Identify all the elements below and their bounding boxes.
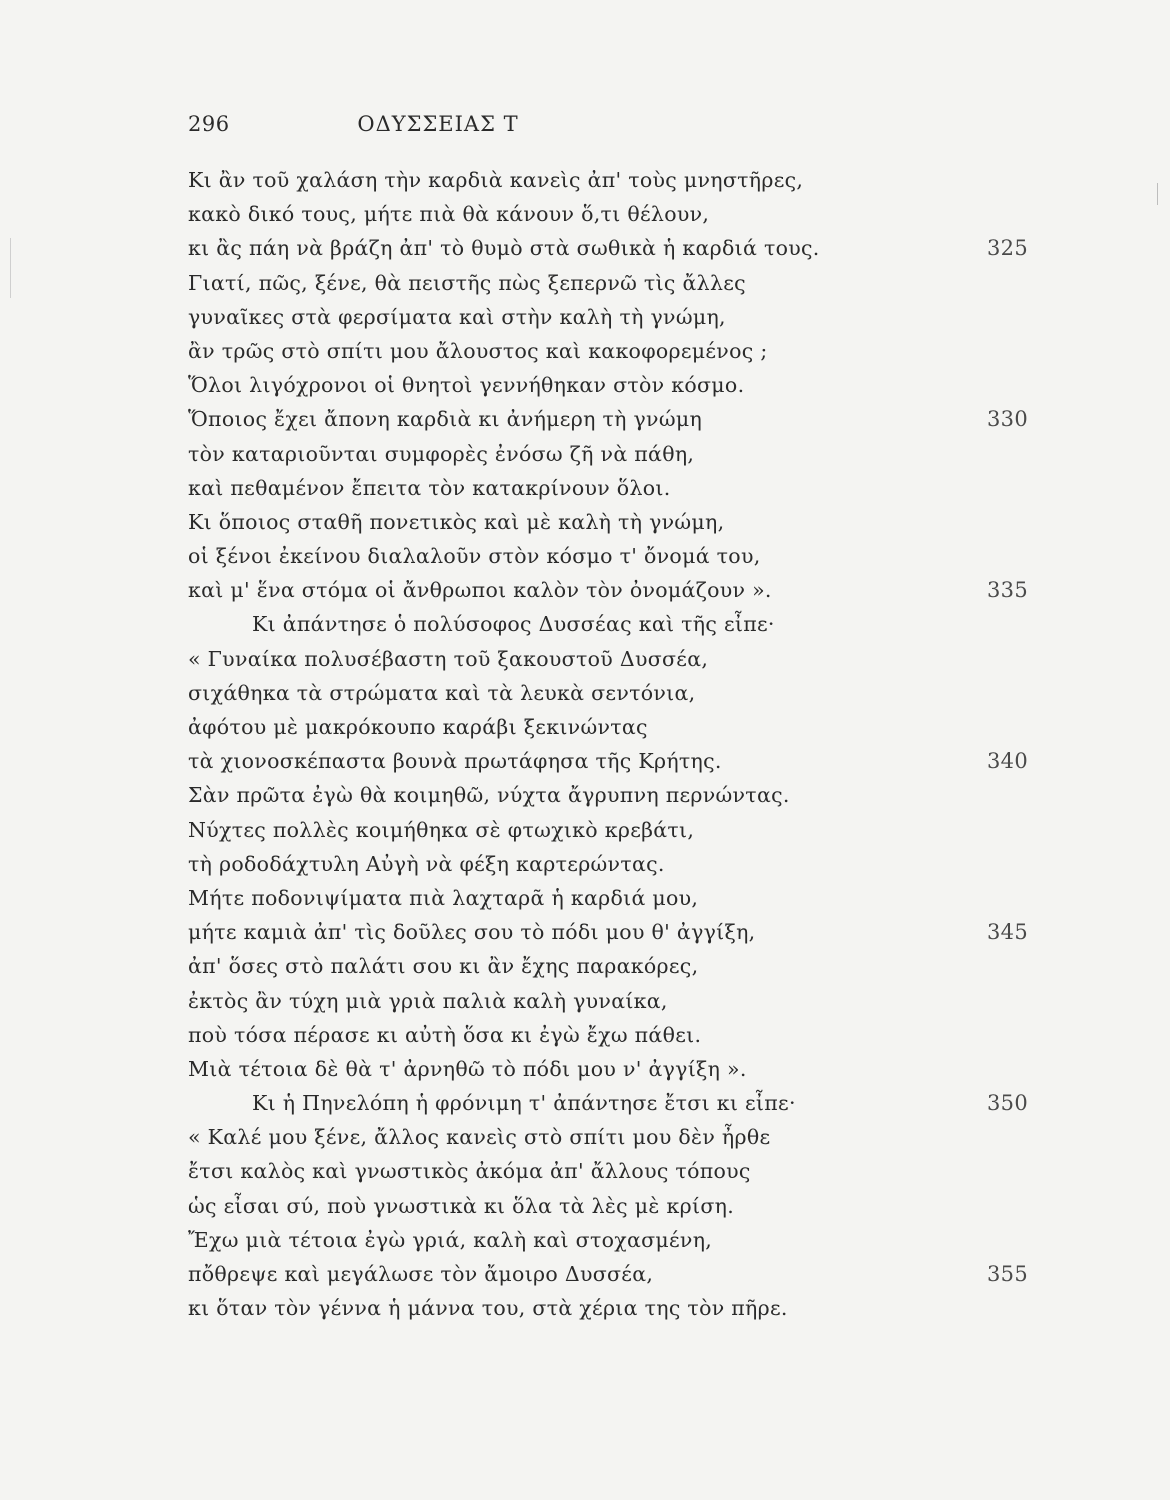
- verse-line: [188, 402, 1028, 436]
- verse-text: Κι ἡ Πηνελόπη ἡ φρόνιμη τ' ἀπάντησε ἔτσι κι εἶπε·: [252, 1091, 796, 1116]
- verse-line: [188, 676, 1028, 710]
- verse-number: 350: [987, 1091, 1028, 1116]
- verse-line: [188, 334, 1028, 368]
- verse-text: πὄθρεψε καὶ μεγάλωσε τὸν ἄμοιρο Δυσσέα,: [188, 1262, 654, 1286]
- verse-text: ἀφότου μὲ μακρόκουπο καράβι ξεκινώντας: [188, 715, 648, 739]
- verse-text: καὶ μ' ἕνα στόμα οἱ ἄνθρωποι καλὸν τὸν ὀνομάζουν ».: [188, 578, 772, 603]
- verse-number: 345: [987, 920, 1028, 945]
- verse-line: [188, 437, 1028, 471]
- verse-text: Ὅποιος ἔχει ἄπονη καρδιὰ κι ἀνήμερη τὴ γνώμη: [188, 407, 703, 432]
- verse-text: ἔτσι καλὸς καὶ γνωστικὸς ἀκόμα ἀπ' ἄλλους τόπους: [188, 1159, 751, 1184]
- verse-text: κι ὅταν τὸν γέννα ἡ μάννα του, στὰ χέρια της τὸν πῆρε.: [188, 1296, 788, 1321]
- verse-line: [188, 642, 1028, 676]
- verse-line: [188, 949, 1028, 983]
- verse-text: Κι ἂν τοῦ χαλάση τὴν καρδιὰ κανεὶς ἀπ' τοὺς μνηστῆρες,: [188, 168, 804, 192]
- verse-line: [188, 847, 1028, 881]
- verse-text: τὸν καταριοῦνται συμφορὲς ἐνόσω ζῆ νὰ πάθη,: [188, 441, 695, 466]
- verse-line: [188, 266, 1028, 300]
- verse-text: Μήτε ποδονιψίματα πιὰ λαχταρᾶ ἡ καρδιά μου,: [188, 885, 699, 910]
- verse-text: τὴ ροδοδάχτυλη Αὐγὴ νὰ φέξη καρτερώντας.: [188, 851, 665, 876]
- verse-line: [188, 710, 1028, 744]
- verse-text: Κι ὅποιος σταθῆ πονετικὸς καὶ μὲ καλὴ τὴ γνώμη,: [188, 509, 725, 534]
- right-margin-mark: [1157, 183, 1160, 205]
- verse-line: [188, 471, 1028, 505]
- verse-number: 325: [987, 236, 1028, 261]
- verse-text: γυναῖκες στὰ φερσίματα καὶ στὴν καλὴ τὴ γνώμη,: [188, 304, 726, 329]
- verse-text: Ὅλοι λιγόχρονοι οἱ θνητοὶ γεννήθηκαν στὸν κόσμο.: [188, 373, 745, 398]
- verse-line: [188, 915, 1028, 949]
- verse-line: [188, 881, 1028, 915]
- verse-text: καὶ πεθαμένον ἔπειτα τὸν κατακρίνουν ὅλοι.: [188, 475, 671, 500]
- verse-line: [188, 984, 1028, 1018]
- verse-line: [188, 607, 1028, 641]
- verse-text: τὰ χιονοσκέπαστα βουνὰ πρωτάφησα τῆς Κρήτης.: [188, 749, 722, 774]
- verse-line: [188, 163, 1028, 197]
- verse-text: ἀπ' ὅσες στὸ παλάτι σου κι ἂν ἔχης παρακόρες,: [188, 954, 699, 979]
- verse-block: [188, 163, 1028, 1325]
- verse-number: 330: [987, 407, 1028, 432]
- verse-line: [188, 573, 1028, 607]
- verse-text: « Καλέ μου ξένε, ἄλλος κανεὶς στὸ σπίτι μου δὲν ἦρθε: [188, 1125, 771, 1150]
- verse-line: [188, 813, 1028, 847]
- verse-line: [188, 1291, 1028, 1325]
- verse-line: [188, 1052, 1028, 1086]
- verse-text: « Γυναίκα πολυσέβαστη τοῦ ξακουστοῦ Δυσσέα,: [188, 646, 709, 671]
- verse-text: μήτε καμιὰ ἀπ' τὶς δοῦλες σου τὸ πόδι μου θ' ἀγγίξη,: [188, 920, 756, 945]
- verse-text: Σὰν πρῶτα ἐγὼ θὰ κοιμηθῶ, νύχτα ἄγρυπνη περνώντας.: [188, 783, 790, 808]
- verse-text: κακὸ δικό τους, μήτε πιὰ θὰ κάνουν ὅ,τι θέλουν,: [188, 202, 710, 227]
- verse-text: ἐκτὸς ἂν τύχη μιὰ γριὰ παλιὰ καλὴ γυναίκα,: [188, 988, 668, 1013]
- verse-number: 335: [987, 578, 1028, 603]
- verse-text: ποὺ τόσα πέρασε κι αὐτὴ ὅσα κι ἐγὼ ἔχω πάθει.: [188, 1022, 702, 1047]
- verse-line: [188, 231, 1028, 265]
- verse-text: οἱ ξένοι ἐκείνου διαλαλοῦν στὸν κόσμο τ' ὄνομά του,: [188, 544, 761, 569]
- verse-line: [188, 744, 1028, 778]
- verse-line: [188, 1018, 1028, 1052]
- verse-text: Ἔχω μιὰ τέτοια ἐγὼ γριά, καλὴ καὶ στοχασμένη,: [188, 1227, 713, 1252]
- verse-line: [188, 778, 1028, 812]
- verse-text: κι ἂς πάη νὰ βράζη ἀπ' τὸ θυμὸ στὰ σωθικὰ ἡ καρδιά τους.: [188, 236, 820, 261]
- verse-text: ὡς εἶσαι σύ, ποὺ γνωστικὰ κι ὅλα τὰ λὲς μὲ κρίση.: [188, 1193, 735, 1218]
- verse-line: [188, 1257, 1028, 1291]
- left-margin-mark: [10, 238, 13, 298]
- verse-text: Κι ἀπάντησε ὁ πολύσοφος Δυσσέας καὶ τῆς εἶπε·: [252, 612, 775, 637]
- verse-line: [188, 1223, 1028, 1257]
- running-title: ΟΔΥΣΣΕΙΑΣ Τ: [357, 112, 519, 136]
- verse-line: [188, 368, 1028, 402]
- verse-text: ἂν τρῶς στὸ σπίτι μου ἄλουστος καὶ κακοφορεμένος ;: [188, 338, 768, 363]
- verse-text: Μιὰ τέτοια δὲ θὰ τ' ἀρνηθῶ τὸ πόδι μου ν' ἀγγίξη ».: [188, 1056, 747, 1081]
- verse-line: [188, 300, 1028, 334]
- verse-text: Νύχτες πολλὲς κοιμήθηκα σὲ φτωχικὸ κρεβάτι,: [188, 817, 695, 842]
- verse-text: σιχάθηκα τὰ στρώματα καὶ τὰ λευκὰ σεντόνια,: [188, 680, 696, 705]
- verse-text: Γιατί, πῶς, ξένε, θὰ πειστῆς πὼς ξεπερνῶ τὶς ἄλλες: [188, 270, 746, 295]
- verse-line: [188, 1154, 1028, 1188]
- page-header: [188, 112, 1028, 142]
- verse-line: [188, 1120, 1028, 1154]
- page-number: 296: [188, 112, 230, 136]
- verse-line: [188, 539, 1028, 573]
- verse-line: [188, 1086, 1028, 1120]
- verse-number: 340: [987, 749, 1028, 774]
- verse-line: [188, 1189, 1028, 1223]
- verse-line: [188, 505, 1028, 539]
- verse-number: 355: [987, 1262, 1028, 1286]
- verse-line: [188, 197, 1028, 231]
